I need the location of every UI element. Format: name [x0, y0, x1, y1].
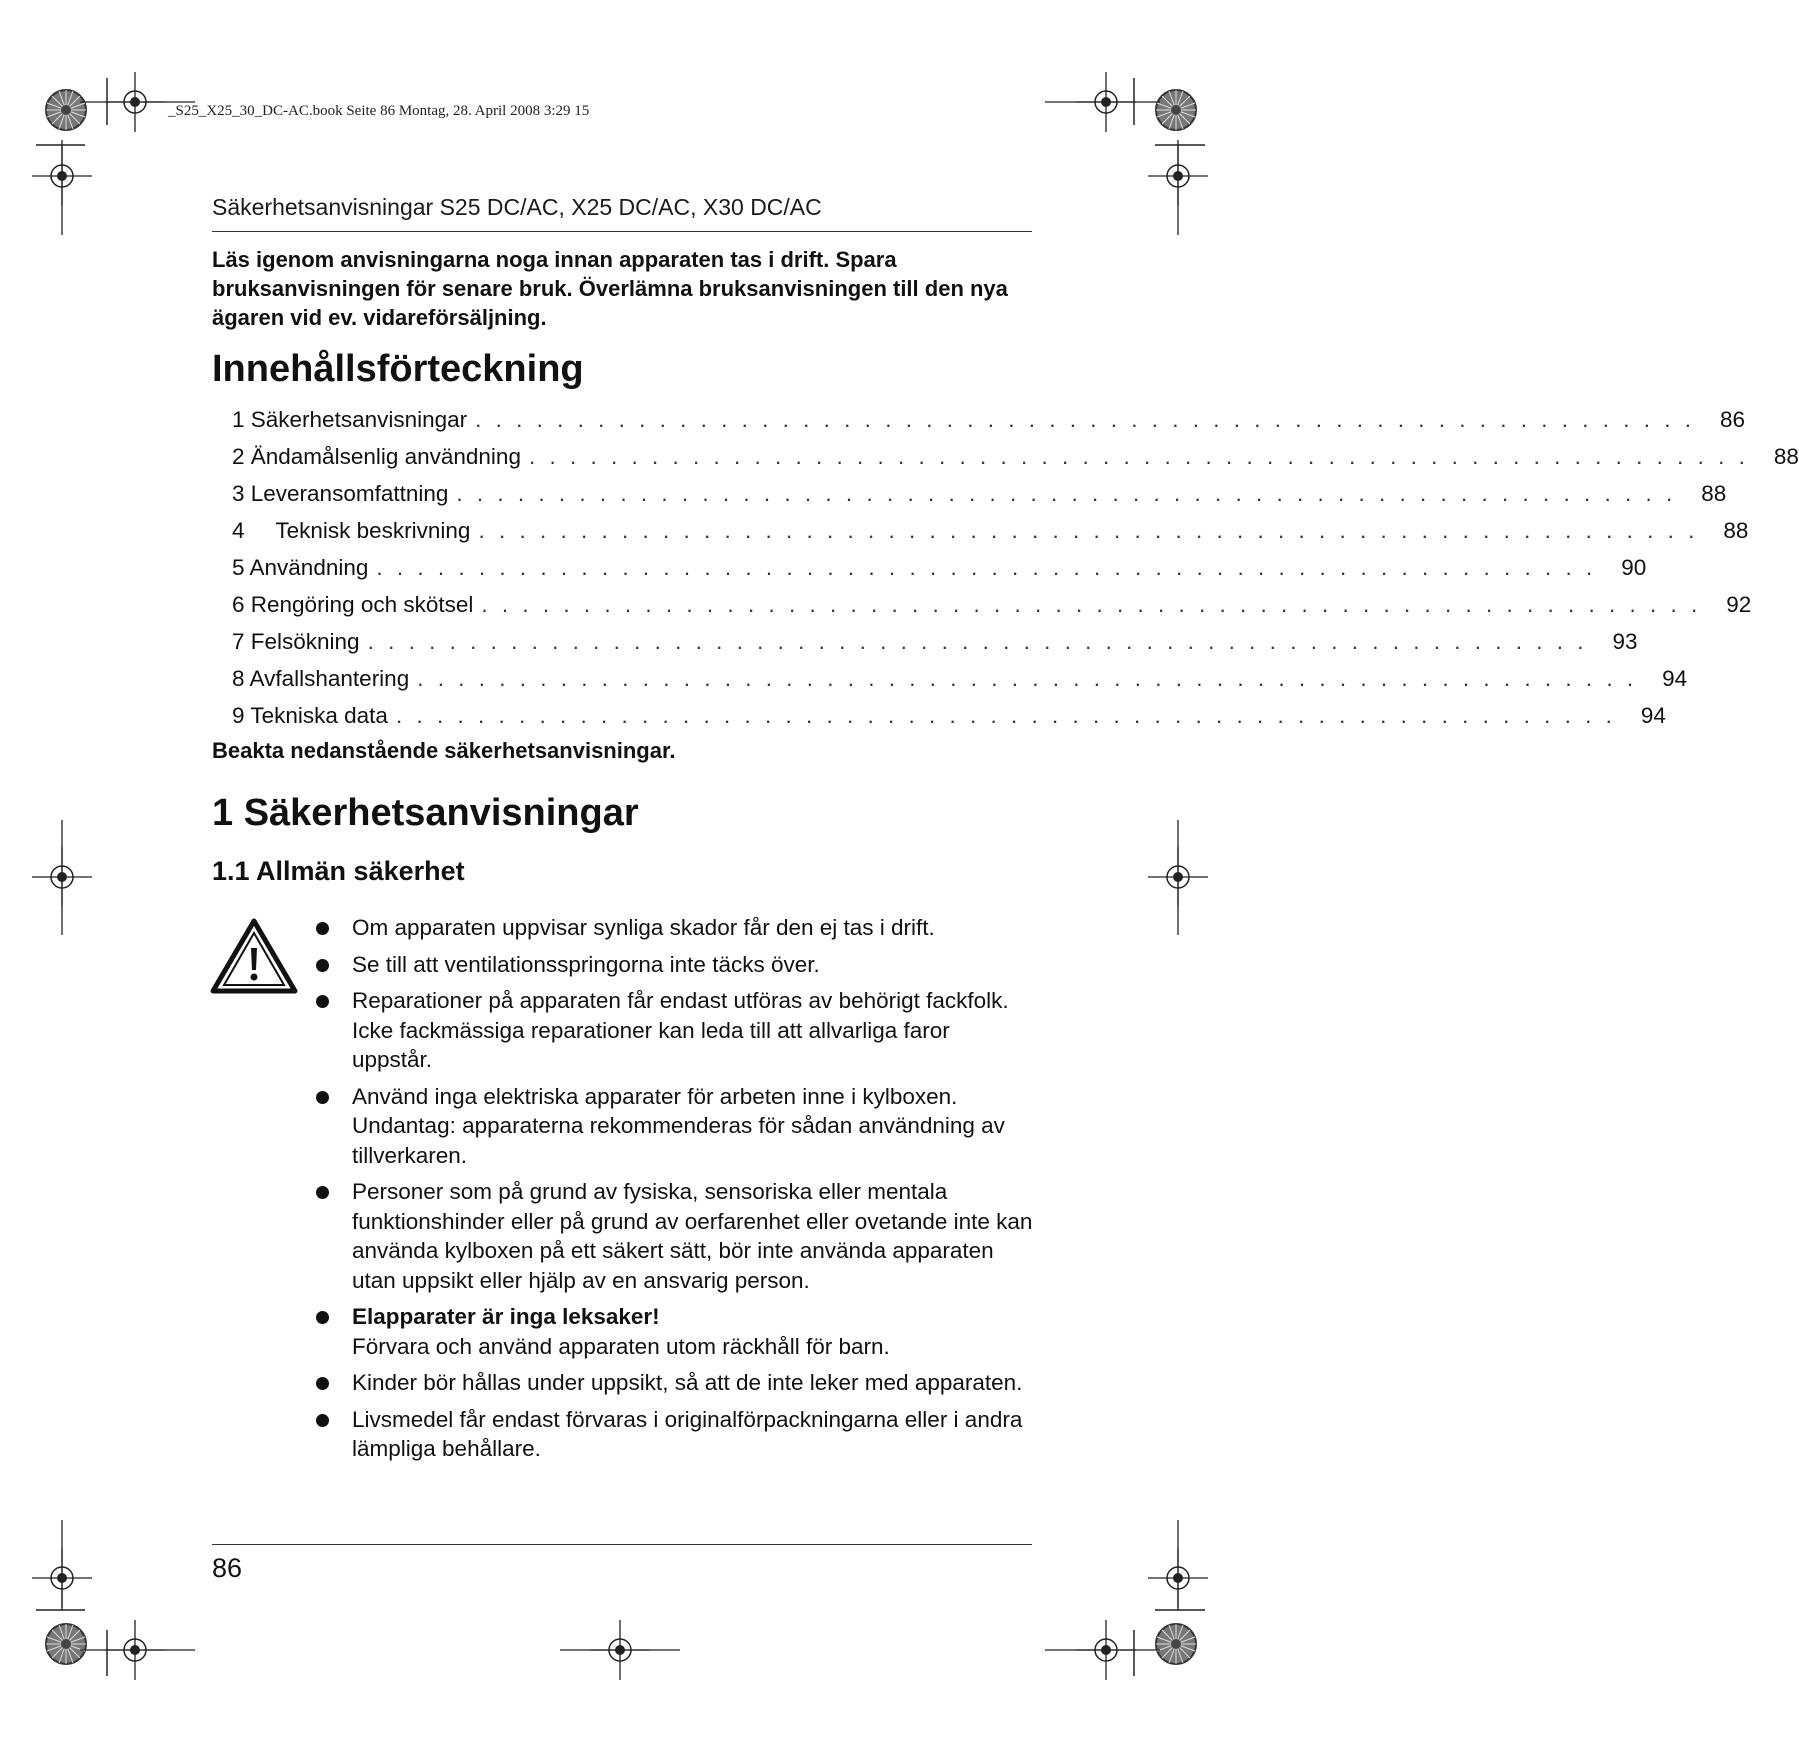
toc-entry-title: 2 Ändamålsenlig användning: [232, 444, 521, 469]
bullet-item: [316, 1405, 1036, 1464]
bullet-text: Se till att ventilationsspringorna inte täcks över.: [352, 951, 820, 977]
toc-leader-dots: . . . . . . . . . . . . . . . . . . . . . . . . . . . . . . . . . . . . . . . . . . . . . . . . . . . . . . . . . . . .: [376, 555, 1597, 580]
toc-entry-page: 93: [1612, 629, 1638, 654]
toc-entry-title: 4 Teknisk beskrivning: [232, 518, 471, 543]
bullet-dot-icon: [316, 1186, 329, 1199]
bullet-item: [316, 1302, 1036, 1361]
bullet-text: Använd inga elektriska apparater för arbeten inne i kylboxen. Undantag: apparaterna rekommenderas för sådan användning av tillverkaren.: [352, 1083, 1005, 1168]
toc-entry: [232, 479, 1727, 516]
intro-paragraph: Läs igenom anvisningarna noga innan apparaten tas i drift. Spara bruksanvisningen för senare bruk. Överlämna bruksanvisningen till den nya ägaren vid ev. vidareförsäljning.: [212, 247, 1008, 330]
bullet-text: Förvara och använd apparaten utom räckhåll för barn.: [352, 1333, 890, 1359]
toc-leader-dots: . . . . . . . . . . . . . . . . . . . . . . . . . . . . . . . . . . . . . . . . . . . . . . . . . . . . . . . . . . . .: [475, 407, 1696, 432]
bullet-dot-icon: [316, 1377, 329, 1390]
bullet-item: [316, 913, 1036, 943]
toc-entry: [232, 627, 1638, 664]
footer-rule: [212, 1544, 1032, 1545]
bullet-item: [316, 986, 1036, 1075]
section-heading: 1 Säkerhetsanvisningar: [212, 792, 639, 834]
toc-entry-title: 9 Tekniska data: [232, 703, 388, 728]
toc-entry-page: 94: [1640, 703, 1666, 728]
running-header: Säkerhetsanvisningar S25 DC/AC, X25 DC/AC, X30 DC/AC: [212, 194, 1032, 232]
toc-leader-dots: . . . . . . . . . . . . . . . . . . . . . . . . . . . . . . . . . . . . . . . . . . . . . . . . . . . . . . . . . . . .: [395, 703, 1616, 728]
toc-entry-page: 92: [1726, 592, 1752, 617]
print-slug: _S25_X25_30_DC-AC.book Seite 86 Montag, 28. April 2008 3:29 15: [168, 103, 590, 119]
toc-entry-title: 1 Säkerhetsanvisningar: [232, 407, 468, 432]
safety-notice: Beakta nedanstående säkerhetsanvisningar.: [212, 738, 676, 763]
toc-entry: [232, 405, 1746, 442]
toc-entry: [232, 553, 1647, 590]
bullet-dot-icon: [316, 1414, 329, 1427]
bullet-dot-icon: [316, 959, 329, 972]
bullet-item: [316, 1082, 1036, 1171]
warning-triangle-icon: [211, 918, 297, 994]
toc-entry-title: 6 Rengöring och skötsel: [232, 592, 474, 617]
toc-entry-title: 7 Felsökning: [232, 629, 360, 654]
bullet-text: Om apparaten uppvisar synliga skador får den ej tas i drift.: [352, 915, 935, 940]
bullet-dot-icon: [316, 995, 329, 1008]
toc-leader-dots: . . . . . . . . . . . . . . . . . . . . . . . . . . . . . . . . . . . . . . . . . . . . . . . . . . . . . . . . . . . .: [456, 481, 1677, 506]
bullet-bold-text: Elapparater är inga leksaker!: [352, 1304, 660, 1329]
bullet-dot-icon: [316, 1311, 329, 1324]
toc-entry: [232, 516, 1749, 553]
toc-leader-dots: . . . . . . . . . . . . . . . . . . . . . . . . . . . . . . . . . . . . . . . . . . . . . . . . . . . . . . . . . . . .: [528, 444, 1749, 469]
toc-leader-dots: . . . . . . . . . . . . . . . . . . . . . . . . . . . . . . . . . . . . . . . . . . . . . . . . . . . . . . . . . . . .: [367, 629, 1588, 654]
toc-leader-dots: . . . . . . . . . . . . . . . . . . . . . . . . . . . . . . . . . . . . . . . . . . . . . . . . . . . . . . . . . . . .: [478, 518, 1699, 543]
bullet-text: Livsmedel får endast förvaras i originalförpackningarna eller i andra lämpliga behållare.: [352, 1406, 1023, 1461]
toc-entry: [232, 701, 1666, 738]
toc-entry-page: 88: [1701, 481, 1727, 506]
toc-leader-dots: . . . . . . . . . . . . . . . . . . . . . . . . . . . . . . . . . . . . . . . . . . . . . . . . . . . . . . . . . . . .: [481, 592, 1702, 617]
toc-entry-page: 90: [1621, 555, 1647, 580]
table-of-contents: [232, 405, 1799, 738]
bullet-text: Kinder bör hållas under uppsikt, så att de inte leker med apparaten.: [352, 1370, 1023, 1395]
toc-entry-title: 3 Leveransomfattning: [232, 481, 449, 506]
bullet-text: Personer som på grund av fysiska, sensoriska eller mentala funktionshinder eller på grund av oerfarenhet eller ovetande inte kan använda kylboxen på ett säkert sätt, bör inte använda apparaten utan uppsikt eller hjälp av en ansvarig person.: [352, 1179, 1033, 1293]
page-number: 86: [212, 1553, 243, 1583]
subsection-heading: 1.1 Allmän säkerhet: [212, 856, 465, 886]
toc-entry: [232, 442, 1799, 479]
toc-entry-page: 86: [1720, 407, 1746, 432]
bullet-dot-icon: [316, 922, 329, 935]
toc-entry-title: 8 Avfallshantering: [232, 666, 410, 691]
bullet-item: [316, 1368, 1036, 1398]
bullet-text: Reparationer på apparaten får endast utföras av behörigt fackfolk. Icke fackmässiga reparationer kan leda till att allvarliga faror uppstår.: [352, 988, 1009, 1072]
toc-entry-title: 5 Användning: [232, 555, 369, 580]
toc-entry-page: 94: [1662, 666, 1688, 691]
bullet-item: [316, 950, 1036, 980]
bullet-dot-icon: [316, 1091, 329, 1104]
toc-entry: [232, 664, 1688, 701]
toc-heading: Innehållsförteckning: [212, 348, 584, 390]
safety-bullet-list: [316, 913, 1036, 1471]
toc-entry-page: 88: [1773, 444, 1799, 469]
toc-entry: [232, 590, 1752, 627]
toc-leader-dots: . . . . . . . . . . . . . . . . . . . . . . . . . . . . . . . . . . . . . . . . . . . . . . . . . . . . . . . . . . . .: [417, 666, 1638, 691]
toc-entry-page: 88: [1723, 518, 1749, 543]
bullet-item: [316, 1177, 1036, 1295]
